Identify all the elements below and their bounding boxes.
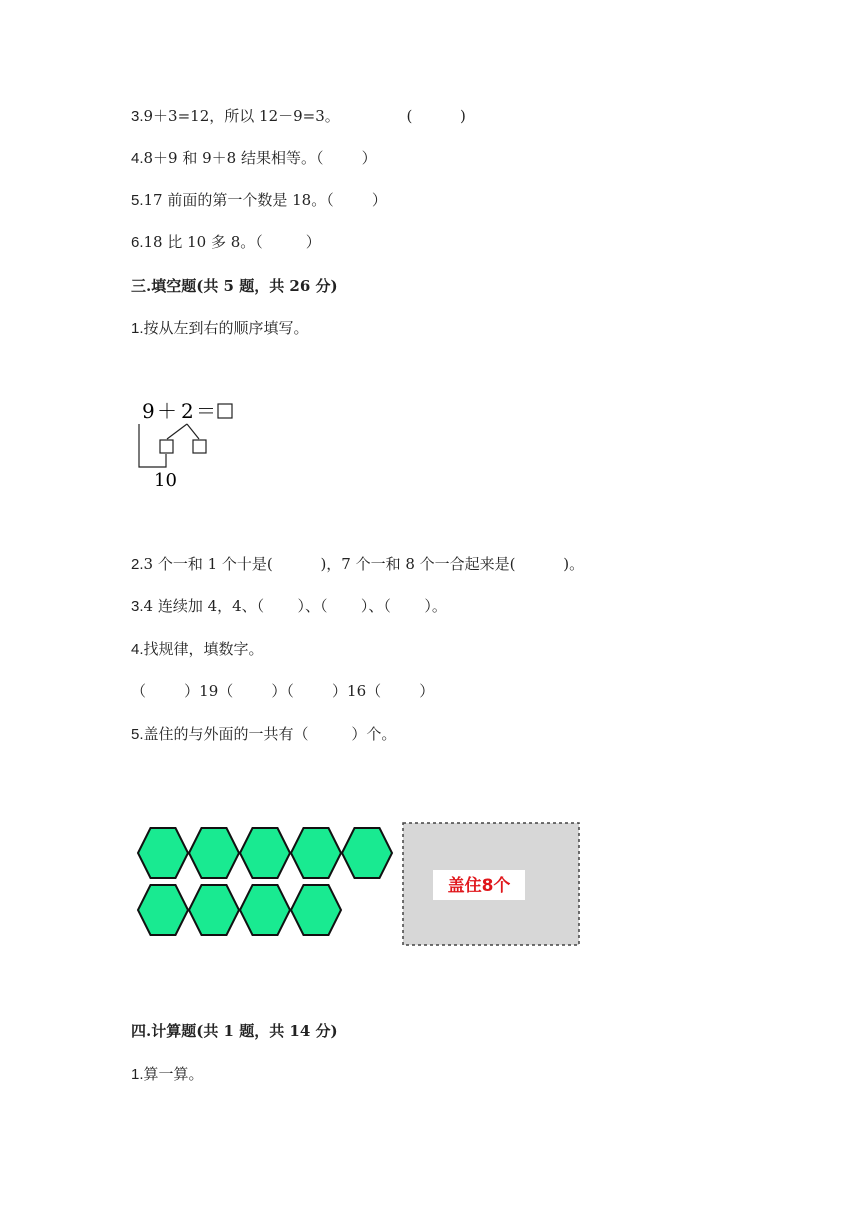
item-number: 4. [131,641,144,658]
answer-box [218,404,232,418]
fill-item-2 [131,554,584,575]
fill-item-3 [131,596,447,617]
pattern-text: （ ）19（ ）（ ）16（ ） [131,682,435,700]
item-text: 找规律，填数字。 [143,640,264,658]
item-text: 按从左到右的顺序填写。 [143,319,309,337]
hexagon [291,828,341,878]
make-ten-diagram [130,396,250,496]
section-4-heading: 四.计算题(共 1 题，共 14 分) [131,1022,338,1040]
hexagon [138,828,188,878]
item-text: 4 连续加 4，4、（ ）、（ ）、（ ）。 [143,597,447,615]
pattern-blanks [131,681,434,701]
diagram-number-a: 9 [142,399,155,423]
hexagon-group [138,828,392,935]
item-text: 8＋9 和 9＋8 结果相等。（ ） [143,149,377,167]
item-number: 2. [131,556,144,573]
item-text: 盖住的与外面的一共有（ ）个。 [143,725,397,743]
item-text: 18 比 10 多 8。（ ） [143,233,321,251]
diagram-number-b: 2 [181,399,194,423]
hexagon [240,885,290,935]
hexagon [240,828,290,878]
fill-item-5 [131,724,396,745]
item-number: 1. [131,320,144,337]
split-box-right [193,440,206,453]
judge-item-6 [131,232,321,253]
section-3-heading: 三.填空题(共 5 题，共 26 分) [131,277,338,295]
hexagon [138,885,188,935]
judge-item-5 [131,190,387,211]
split-lines [167,424,199,439]
item-text: 17 前面的第一个数是 18。（ ） [143,191,387,209]
item-number: 4. [131,150,144,167]
item-number: 3. [131,108,144,125]
hexagon [342,828,392,878]
item-number: 1. [131,1066,144,1083]
hexagon [291,885,341,935]
hexagon-figure [130,815,590,955]
split-box-left [160,440,173,453]
calc-item-1 [131,1064,204,1085]
item-number: 5. [131,726,144,743]
diagram-ten: 10 [154,470,177,491]
item-number: 3. [131,598,144,615]
item-number: 6. [131,234,144,251]
judge-item-3 [131,106,466,127]
hexagon [189,828,239,878]
item-text: 3 个一和 1 个十是( )，7 个一和 8 个一合起来是( )。 [143,555,585,573]
item-number: 5. [131,192,144,209]
cover-label: 盖住8个 [447,876,511,896]
hexagon [189,885,239,935]
diagram-equals: ＝ [196,399,216,423]
fill-item-1 [131,318,309,339]
combine-lines [139,424,166,467]
item-text: 算一算。 [143,1065,204,1083]
item-text: 9＋3=12，所以 12－9=3。 ( ) [143,107,466,125]
diagram-plus: ＋ [157,399,177,423]
judge-item-4 [131,148,377,169]
fill-item-4 [131,639,264,660]
